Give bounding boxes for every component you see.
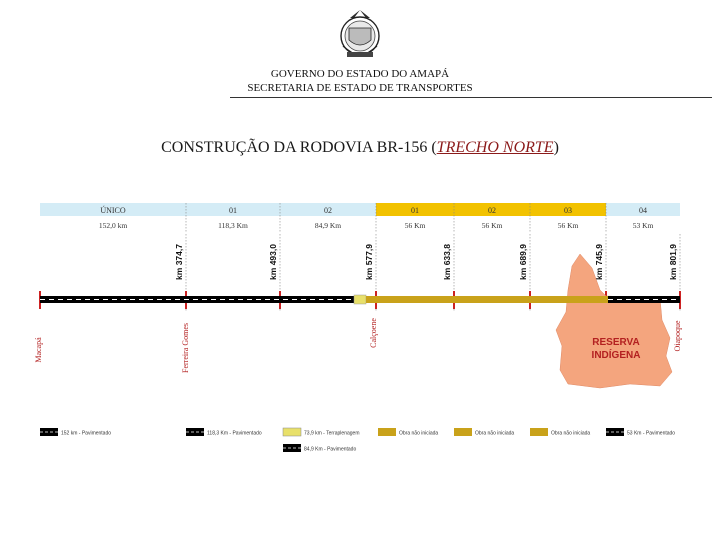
segment-id: 01 bbox=[411, 206, 419, 215]
km-marker-label: km 689,9 bbox=[518, 244, 528, 280]
segment-length: 152,0 km bbox=[98, 221, 128, 230]
title-close: ) bbox=[553, 139, 559, 156]
legend-label: 152 km - Pavimentado bbox=[61, 430, 112, 437]
legend-label: 84,9 Km - Pavimentado bbox=[304, 446, 357, 453]
reserve-label-2: INDÍGENA bbox=[591, 350, 641, 361]
legend-item bbox=[40, 428, 111, 437]
legend-label: 118,3 Km - Pavimentado bbox=[207, 430, 262, 437]
legend-label: Obra não iniciada bbox=[551, 430, 591, 437]
segment-id: ÚNICO bbox=[100, 206, 126, 215]
town-oiapoque: Oiapoque bbox=[673, 320, 682, 352]
km-marker-label: km 374,7 bbox=[174, 244, 184, 280]
town-ferreira-gomes: Ferreira Gomes bbox=[181, 323, 190, 373]
segment-length: 56 Km bbox=[481, 221, 503, 230]
legend-label: 73,9 km - Terraplenagem bbox=[304, 430, 360, 437]
town-macapa: Macapá bbox=[34, 337, 43, 363]
legend-item bbox=[606, 428, 675, 437]
legend-item bbox=[530, 428, 590, 437]
coat-of-arms-icon bbox=[341, 10, 379, 57]
segment-length: 84,9 Km bbox=[314, 221, 342, 230]
segment-id: 02 bbox=[324, 206, 332, 215]
km-marker-label: km 745,9 bbox=[594, 244, 604, 280]
segment-length: 118,3 Km bbox=[218, 221, 248, 230]
town-calcoene: Calçoene bbox=[369, 318, 378, 348]
km-marker-label: km 493,0 bbox=[268, 244, 278, 280]
km-marker-label: km 801,9 bbox=[668, 244, 678, 280]
segment-id: 02 bbox=[488, 206, 496, 215]
road-line bbox=[40, 295, 680, 304]
legend-item bbox=[283, 428, 360, 437]
segment-length: 53 Km bbox=[632, 221, 654, 230]
header-government: GOVERNO DO ESTADO DO AMAPÁ bbox=[270, 68, 450, 80]
km-marker-label: km 633,8 bbox=[442, 244, 452, 280]
legend-label: 53 Km - Pavimentado bbox=[627, 430, 676, 437]
km-marker-label: km 577,9 bbox=[364, 244, 374, 280]
legend-label: Obra não iniciada bbox=[399, 430, 439, 437]
legend-item bbox=[378, 428, 438, 437]
title-main: CONSTRUÇÃO DA RODOVIA BR-156 ( bbox=[161, 139, 437, 156]
legend-item bbox=[186, 428, 262, 437]
reserve-label-1: RESERVA bbox=[592, 337, 640, 348]
reserve-area bbox=[556, 254, 672, 388]
legend-label: Obra não iniciada bbox=[475, 430, 515, 437]
segment-id: 04 bbox=[639, 206, 647, 215]
segment-id: 03 bbox=[564, 206, 572, 215]
segment-length: 56 Km bbox=[404, 221, 426, 230]
title-highlight: TRECHO NORTE bbox=[436, 139, 554, 156]
legend-item bbox=[283, 444, 356, 453]
header-secretariat: SECRETARIA DE ESTADO DE TRANSPORTES bbox=[247, 82, 473, 94]
legend-item bbox=[454, 428, 514, 437]
segment-id: 01 bbox=[229, 206, 237, 215]
segment-length: 56 Km bbox=[557, 221, 579, 230]
